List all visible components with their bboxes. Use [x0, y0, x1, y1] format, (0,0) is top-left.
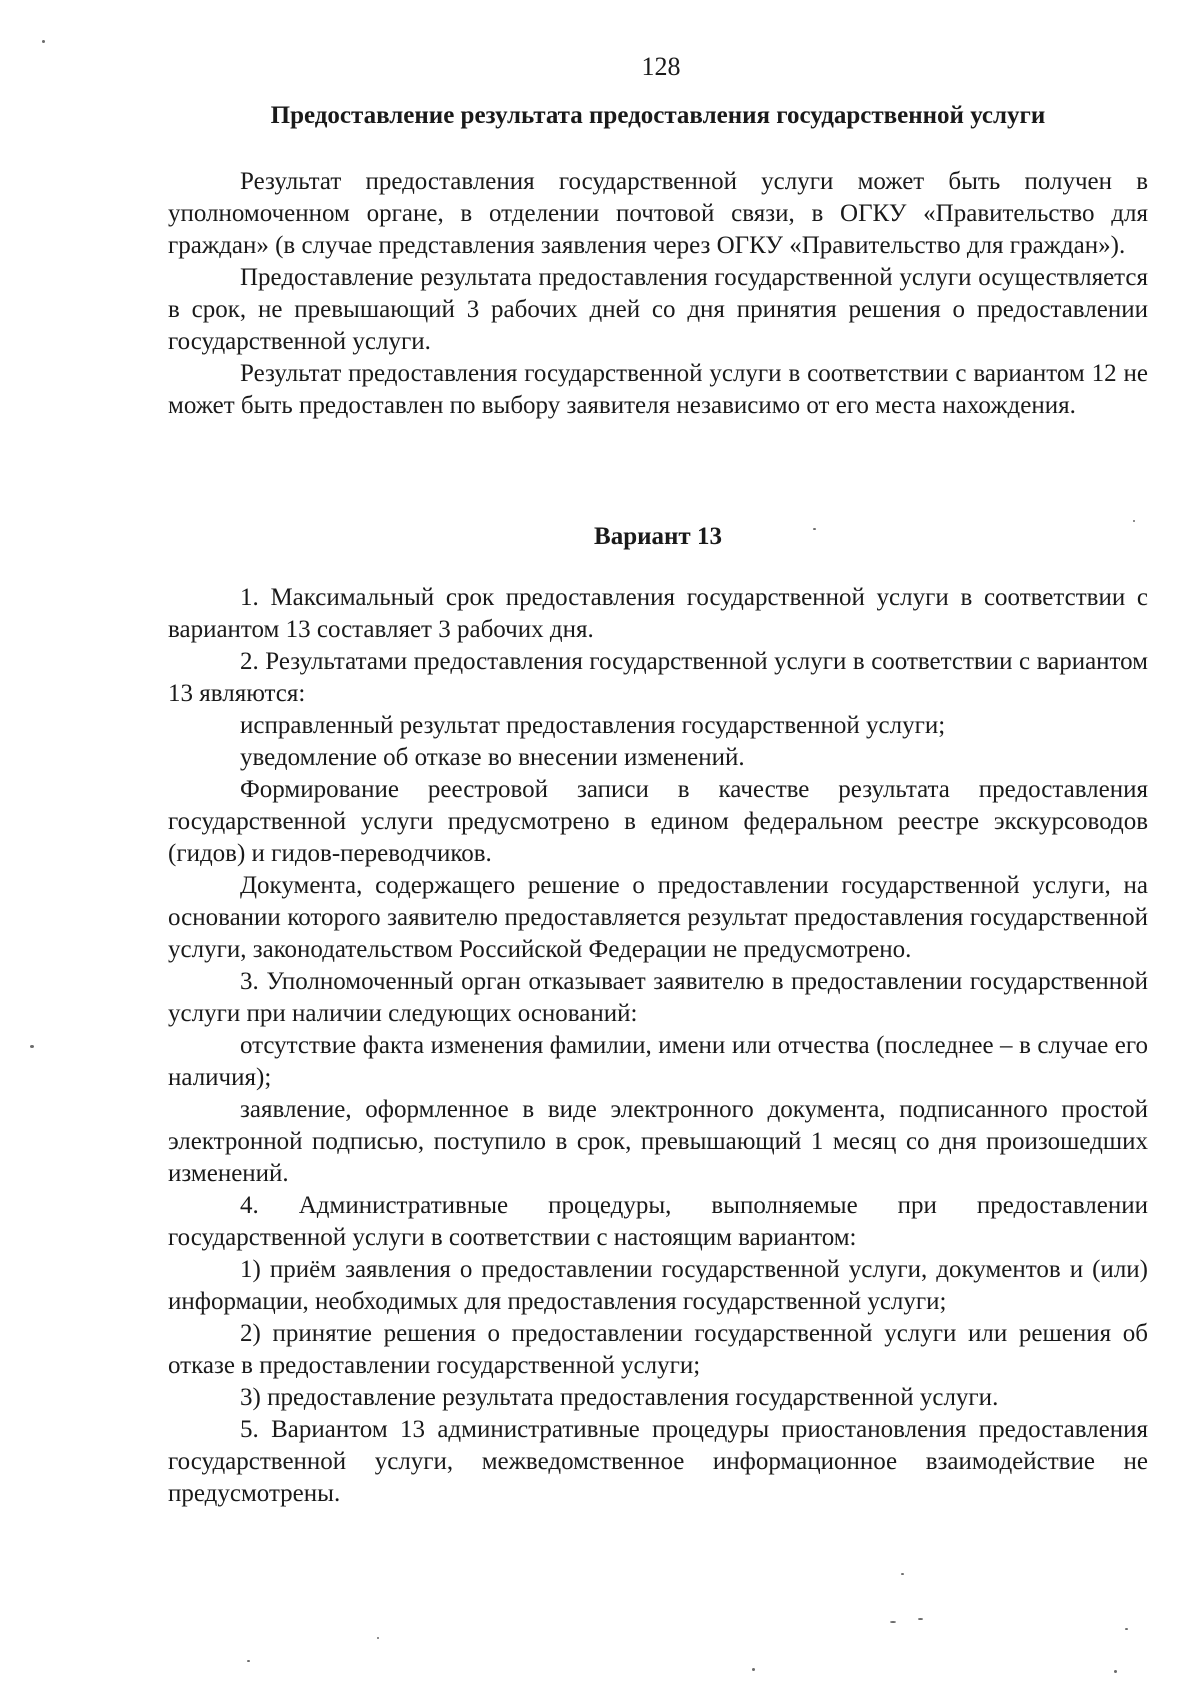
scan-speck [752, 1668, 755, 1671]
paragraph: Предоставление результата предоставления государственной услуги осуществляется в срок, не превышающий 3 рабочих дней со дня принятия решения о предоставлении государственной услуги. [168, 264, 1148, 355]
scan-speck [42, 40, 45, 43]
list-item: 3. Уполномоченный орган отказывает заявителю в предоставлении государственной услуги при наличии следующих оснований: [168, 968, 1148, 1027]
sub-item: исправленный результат предоставления государственной услуги; [240, 712, 946, 739]
sub-item: 1) приём заявления о предоставлении государственной услуги, документов и (или) информации, необходимых для предоставления государственной услуги; [168, 1256, 1148, 1315]
paragraph: Документа, содержащего решение о предоставлении государственной услуги, на основании которого заявителю предоставляется результат предоставления государственной услуги, законодательством Российской Федерации не предусмотрено. [168, 872, 1148, 963]
paragraph: Результат предоставления государственной услуги может быть получен в уполномоченном органе, в отделении почтовой связи, в ОГКУ «Правительство для граждан» (в случае представления заявления через ОГКУ «Правительство для граждан»). [168, 168, 1148, 259]
list-item: 4. Административные процедуры, выполняемые при предоставлении государственной услуги в соответствии с настоящим вариантом: [168, 1192, 1148, 1251]
section-heading: Предоставление результата предоставления государственной услуги [270, 102, 1046, 129]
variant-heading: Вариант 13 [594, 523, 722, 550]
scan-speck [918, 1618, 923, 1620]
variant-section [168, 582, 1148, 1510]
scan-speck [247, 1660, 250, 1662]
scan-speck [1133, 520, 1135, 522]
scan-speck [813, 528, 816, 530]
paragraph: Формирование реестровой записи в качестве результата предоставления государственной услуги предусмотрено в едином федеральном реестре экскурсоводов (гидов) и гидов-переводчиков. [168, 776, 1148, 867]
sub-item: заявление, оформленное в виде электронного документа, подписанного простой электронной подписью, поступило в срок, превышающий 1 месяц со дня произошедших изменений. [168, 1096, 1148, 1187]
sub-item: уведомление об отказе во внесении изменений. [240, 744, 745, 771]
page-number: 128 [641, 52, 681, 81]
scan-speck [30, 1045, 34, 1048]
list-item: 1. Максимальный срок предоставления государственной услуги в соответствии с вариантом 13 составляет 3 рабочих дня. [168, 584, 1148, 643]
intro-section [168, 166, 1148, 422]
sub-item: 2) принятие решения о предоставлении государственной услуги или решения об отказе в предоставлении государственной услуги; [168, 1320, 1148, 1379]
list-item: 2. Результатами предоставления государственной услуги в соответствии с вариантом 13 являются: [168, 648, 1148, 707]
list-item: 5. Вариантом 13 административные процедуры приостановления предоставления государственной услуги, межведомственное информационное взаимодействие не предусмотрены. [168, 1416, 1148, 1507]
scan-speck [901, 1573, 904, 1575]
scan-speck [1114, 1670, 1117, 1673]
sub-item: 3) предоставление результата предоставления государственной услуги. [240, 1384, 999, 1411]
scan-speck [377, 1637, 379, 1639]
paragraph: Результат предоставления государственной услуги в соответствии с вариантом 12 не может быть предоставлен по выбору заявителя независимо от его места нахождения. [168, 360, 1148, 419]
scan-speck [1125, 1628, 1128, 1630]
sub-item: отсутствие факта изменения фамилии, имени или отчества (последнее – в случае его наличия); [168, 1032, 1148, 1091]
scan-speck [890, 1621, 896, 1623]
